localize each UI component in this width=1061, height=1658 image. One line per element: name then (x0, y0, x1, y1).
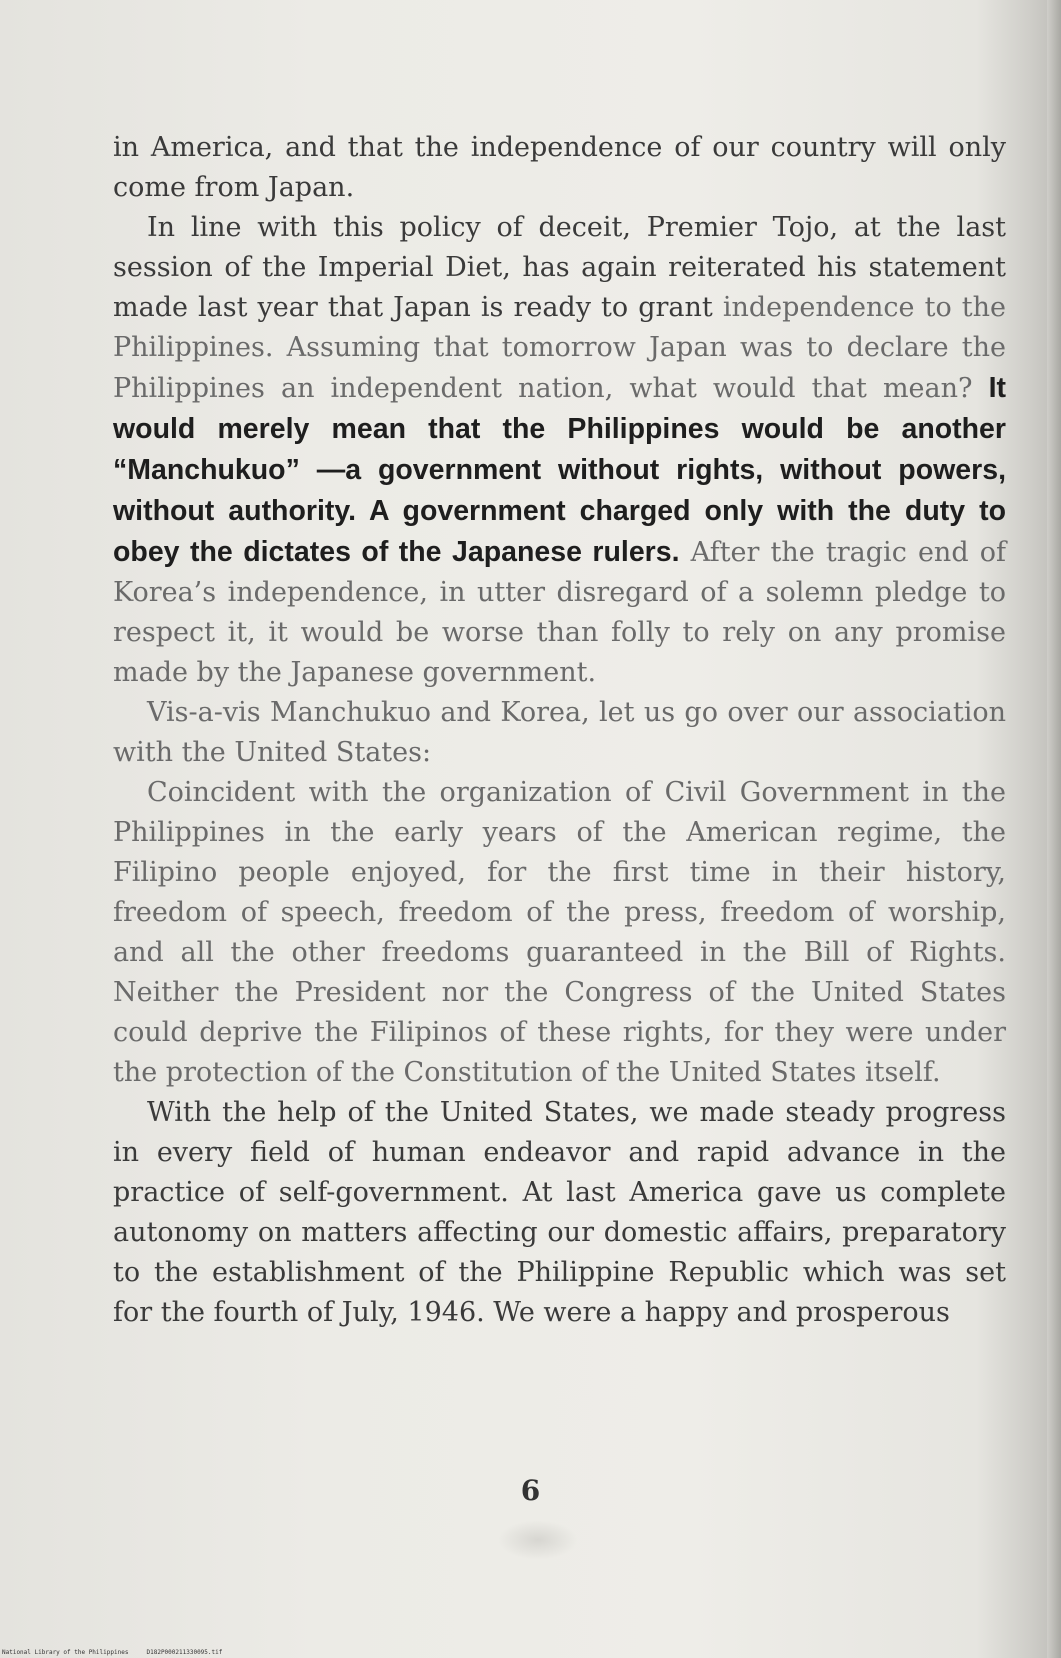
paragraph-2-text-a: In line with this policy of deceit, Premier Tojo, at the last session of the Imperial Diet, has again reiterated his statement made last year that Japan is ready to grant (113, 212, 1006, 323)
paragraph-2 (113, 208, 1006, 693)
body-text (113, 128, 1006, 1333)
paragraph-2-text-b: independence to the Philippines. Assuming that tomorrow Japan was to declare the Philippines an independent nation, what would that mean? (113, 292, 1006, 404)
paragraph-5-text: With the help of the United States, we made steady progress in every field of human endeavor and rapid advance in the practice of self-government. At last America gave us complete autonomy on matters affecting our domestic affairs, preparatory to the establishment of the Philippine Republic which was set for the fourth of July, 1946. We were a happy and prosperous (113, 1097, 1006, 1328)
scan-footer-label: National Library of the Philippines D182P000211330095.tif (2, 1649, 223, 1656)
paragraph-2-bold-emphasis: It would merely mean that the Philippines would be another “Manchukuo” —a government without rights, without powers, without authority. A government charged only with the duty to obey the dictates of the Japanese rulers. (113, 372, 1006, 568)
paragraph-2-text-c: After the tragic end of Korea’s independence, in utter disregard of a solemn pledge to respect it, it would be worse than folly to rely on any promise made by the Japanese government. (113, 537, 1006, 688)
page-number: 6 (520, 1474, 541, 1507)
paragraph-1 (113, 128, 1006, 208)
page-edge-shadow (1047, 0, 1061, 1658)
paragraph-1-text: in America, and that the independence of our country will only come from Japan. (113, 132, 1006, 203)
paragraph-4-text: Coincident with the organization of Civil Government in the Philippines in the early years of the American regime, the Filipino people enjoyed, for the first time in their history, freedom of speech, freedom of the press, freedom of worship, and all the other freedoms guaranteed in the Bill of Rights. Neither the President nor the Congress of the United States could deprive the Filipinos of these rights, for they were under the protection of the Constitution of the United States itself. (113, 777, 1006, 1088)
paragraph-3-text: Vis-a-vis Manchukuo and Korea, let us go over our association with the United States: (113, 697, 1006, 768)
ink-smudge (498, 1520, 578, 1560)
paragraph-3 (113, 693, 1006, 773)
paragraph-5 (113, 1093, 1006, 1333)
paragraph-4 (113, 773, 1006, 1093)
